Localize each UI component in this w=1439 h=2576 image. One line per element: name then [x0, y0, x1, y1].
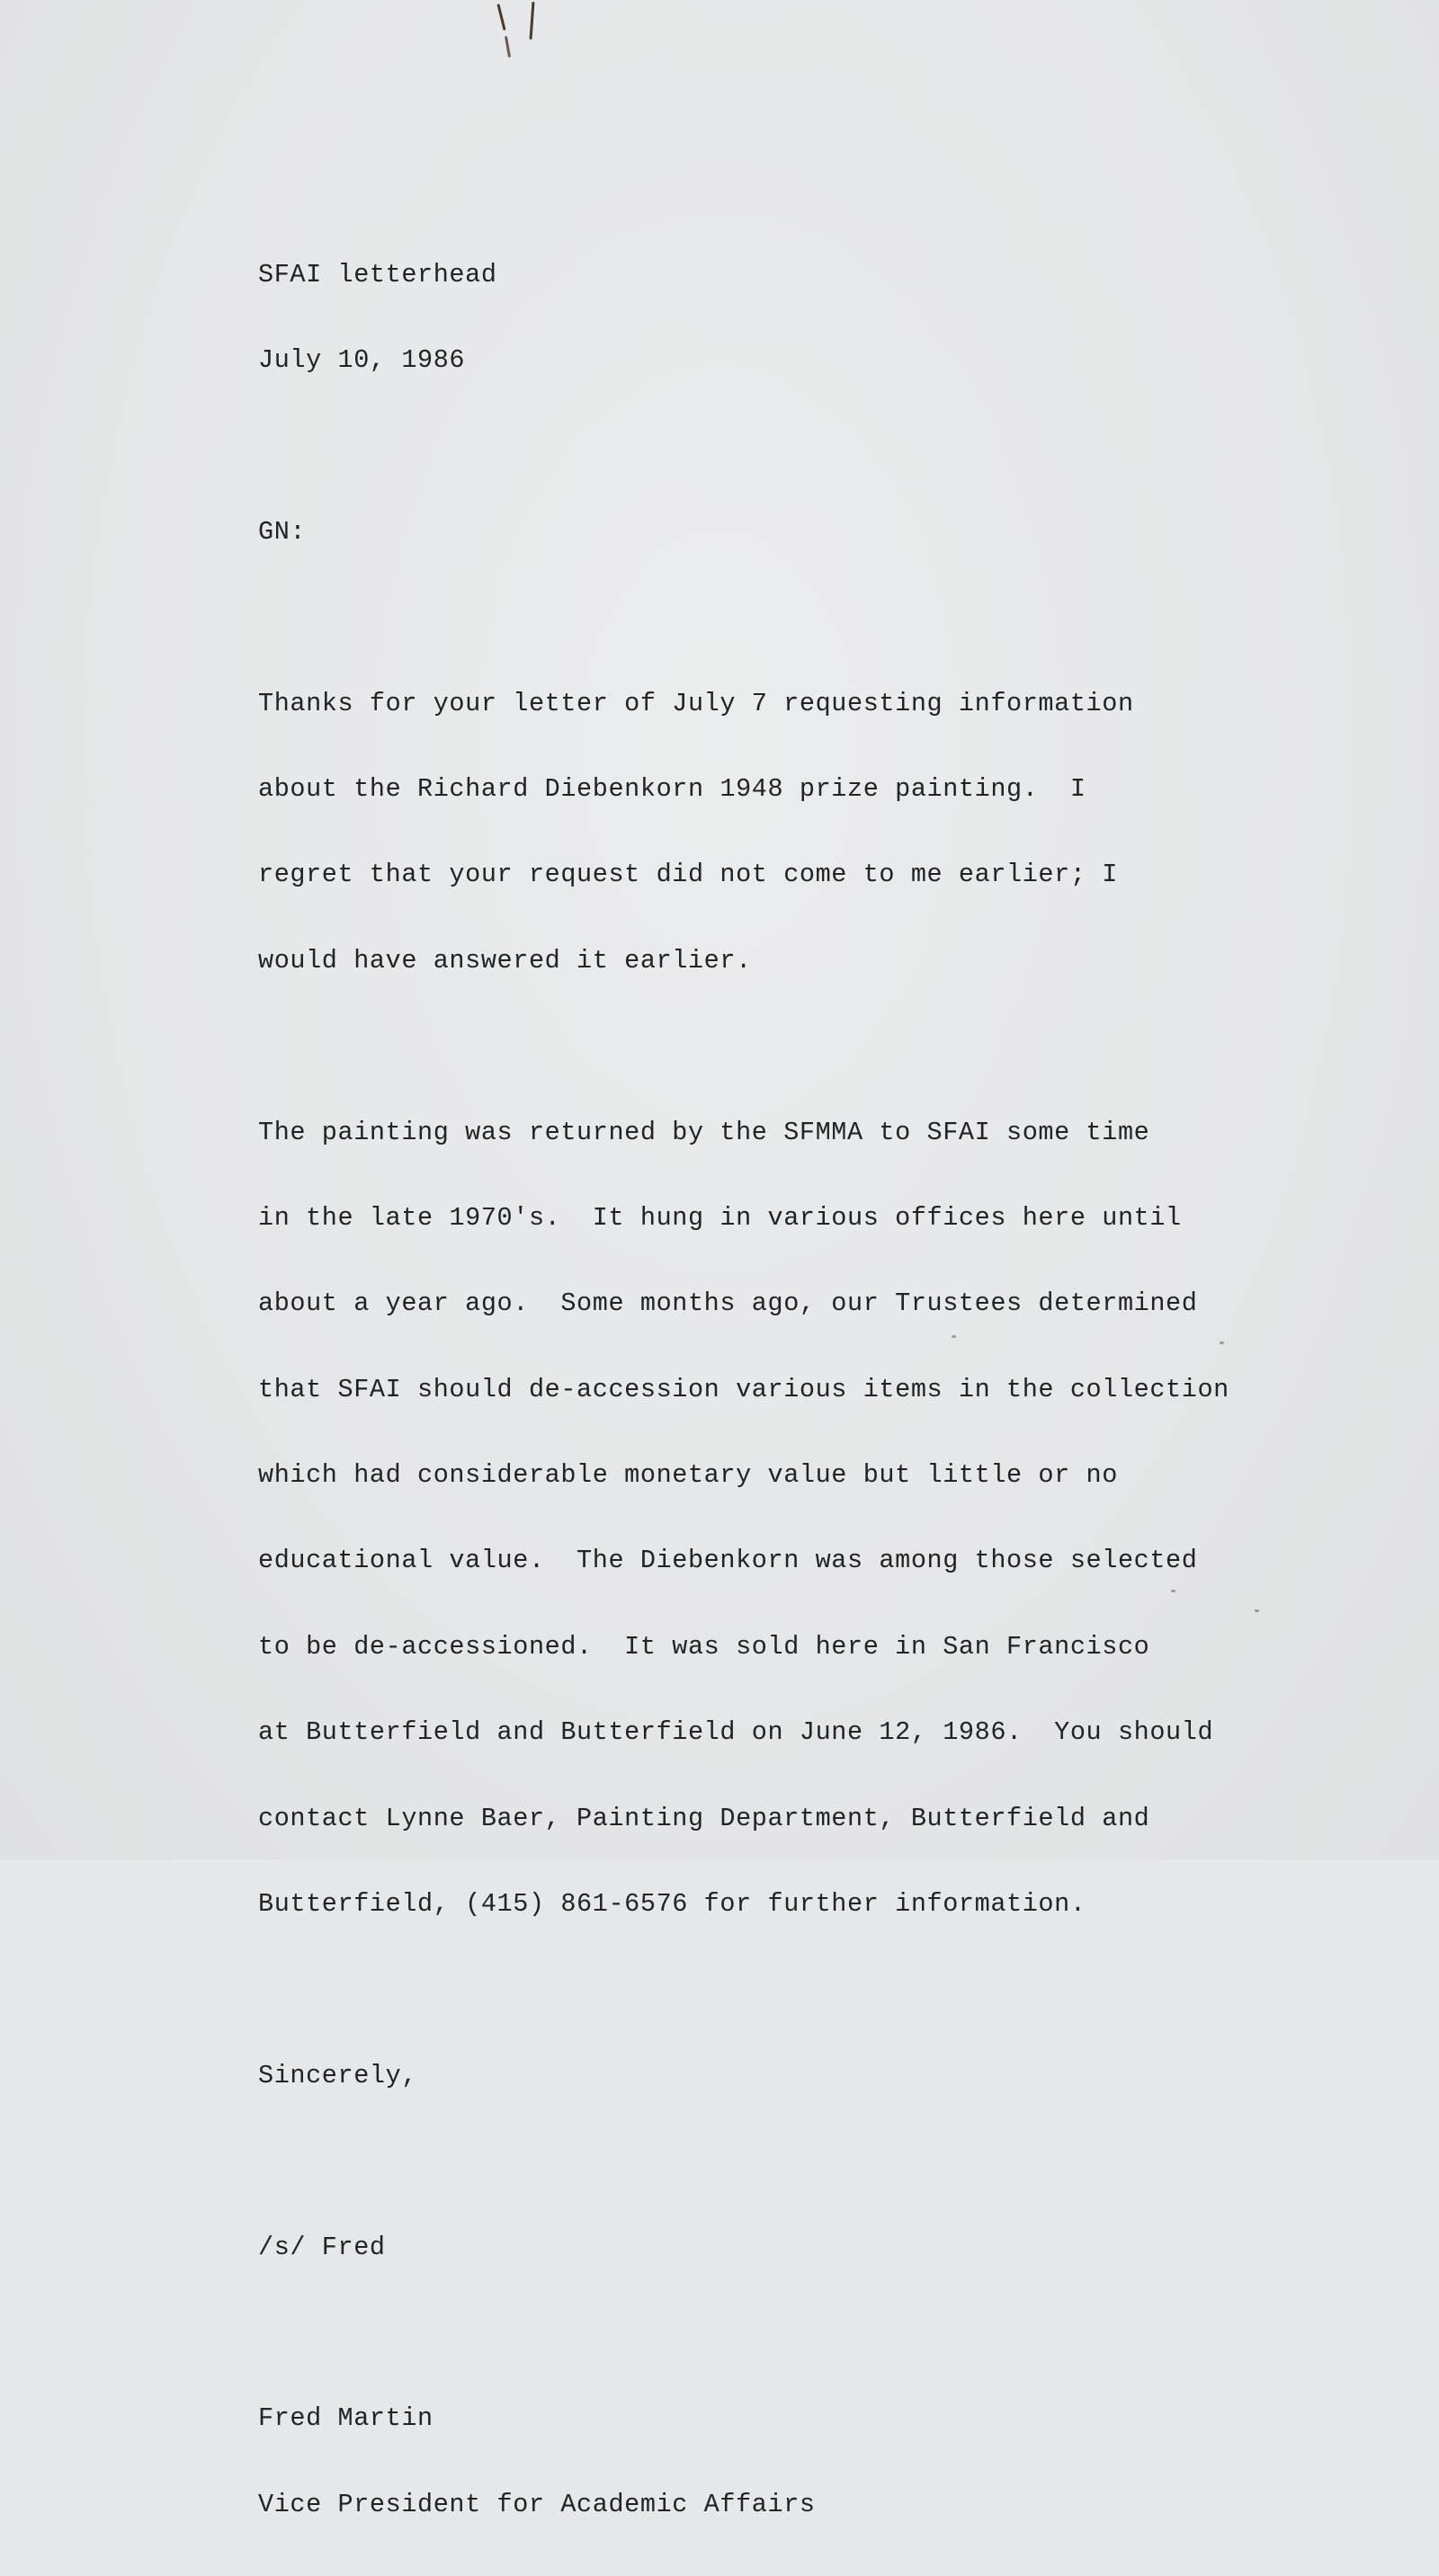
- paragraph-line: at Butterfield and Butterfield on June 12, 1986. You should: [258, 1717, 1214, 1748]
- paragraph-line: Butterfield, (415) 861-6576 for further information.: [258, 1889, 1086, 1920]
- staple-mark: [496, 4, 505, 31]
- staple-mark: [505, 36, 511, 58]
- paragraph-line: which had considerable monetary value but little or no: [258, 1460, 1118, 1491]
- paragraph-line: Thanks for your letter of July 7 requesting information: [258, 688, 1134, 718]
- signer-name: Fred Martin: [258, 2403, 433, 2434]
- paragraph-line: in the late 1970's. It hung in various offices here until: [258, 1202, 1182, 1233]
- paragraph-line: regret that your request did not come to me earlier; I: [258, 860, 1118, 890]
- letter-body: [258, 203, 1337, 2576]
- staple-mark: [530, 2, 535, 40]
- paragraph-line: that SFAI should de-accession various items in the collection: [258, 1374, 1229, 1404]
- signature: /s/ Fred: [258, 2232, 386, 2262]
- letterhead-line: SFAI letterhead: [258, 259, 497, 290]
- closing: Sincerely,: [258, 2060, 418, 2090]
- paragraph-line: about the Richard Diebenkorn 1948 prize painting. I: [258, 773, 1086, 804]
- paragraph-line: The painting was returned by the SFMMA to SFAI some time: [258, 1117, 1150, 1147]
- letter-date: July 10, 1986: [258, 344, 466, 375]
- signer-title: Vice President for Academic Affairs: [258, 2489, 816, 2519]
- paragraph-line: about a year ago. Some months ago, our Trustees determined: [258, 1288, 1198, 1319]
- paragraph-line: contact Lynne Baer, Painting Department, Butterfield and: [258, 1803, 1150, 1833]
- paragraph-line: educational value. The Diebenkorn was among those selected: [258, 1546, 1198, 1576]
- paragraph-line: to be de-accessioned. It was sold here in San Francisco: [258, 1631, 1150, 1662]
- paragraph-line: would have answered it earlier.: [258, 945, 752, 976]
- salutation: GN:: [258, 516, 307, 547]
